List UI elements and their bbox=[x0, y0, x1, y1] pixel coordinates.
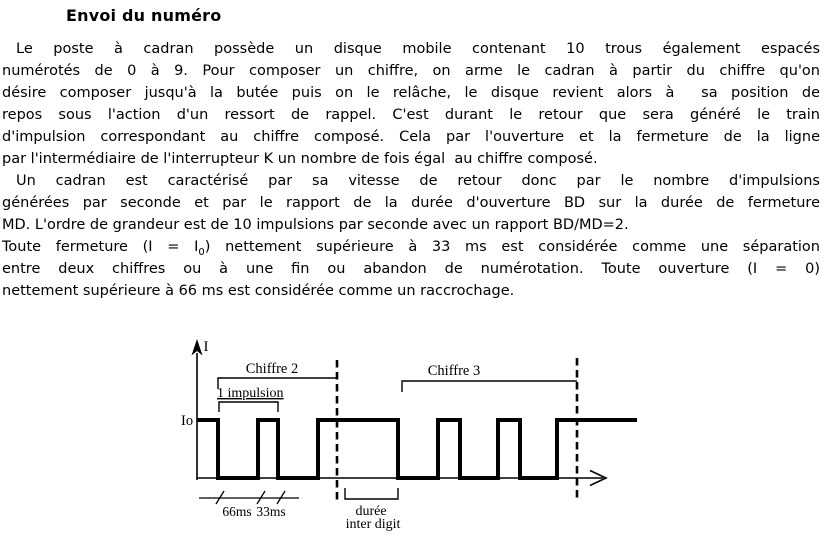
closed-duration-label: 33ms bbox=[256, 504, 286, 519]
digit3-label: Chiffre 3 bbox=[427, 363, 481, 379]
text-segment: ) nettement supérieure à 33 ms est considérée comme une séparation bbox=[204, 239, 820, 255]
pulse-timing-diagram bbox=[150, 330, 670, 537]
text-line: entre deux chiffres ou à une fin ou abandon de numérotation. Toute ouverture (I = 0) bbox=[2, 261, 820, 277]
pulse-bracket bbox=[219, 402, 278, 412]
open-duration-label: 66ms bbox=[222, 504, 252, 519]
text-line: Un cadran est caractérisé par sa vitesse de retour donc par le nombre d'impulsions bbox=[16, 173, 820, 189]
digit3-bracket bbox=[402, 381, 577, 392]
text-line: par l'intermédiaire de l'interrupteur K un nombre de fois égal au chiffre composé. bbox=[2, 151, 598, 167]
text-line: numérotés de 0 à 9. Pour composer un chiffre, on arme le cadran à partir du chiffre qu'on bbox=[2, 63, 820, 79]
text-line: repos sous l'action d'un ressort de rappel. C'est durant le retour que sera généré le train bbox=[2, 107, 820, 123]
digit2-label: Chiffre 2 bbox=[245, 361, 299, 377]
text-line: générées par seconde et par le rapport de la durée d'ouverture BD sur la durée de fermeture bbox=[2, 195, 820, 211]
current-level-label: Io bbox=[181, 413, 194, 429]
body-text bbox=[2, 38, 820, 302]
text-line: Le poste à cadran possède un disque mobile contenant 10 trous également espacés bbox=[16, 41, 820, 57]
interdigit-label-line1: durée bbox=[355, 504, 387, 519]
y-axis-label: I bbox=[203, 339, 209, 355]
text-line: nettement supérieure à 66 ms est considérée comme un raccrochage. bbox=[2, 283, 515, 299]
pulse-bracket-label: 1 impulsion bbox=[217, 386, 284, 401]
interdigit-label-line2: inter digit bbox=[345, 517, 401, 532]
page-title: Envoi du numéro bbox=[66, 6, 222, 25]
waveform bbox=[197, 420, 637, 478]
text-line: MD. L'ordre de grandeur est de 10 impulsions par seconde avec un rapport BD/MD=2. bbox=[2, 217, 629, 233]
text-line: désire composer jusqu'à la butée puis on le relâche, le disque revient alors à sa position de bbox=[2, 85, 820, 101]
text-line bbox=[2, 236, 820, 258]
text-line: d'impulsion correspondant au chiffre composé. Cela par l'ouverture et la fermeture de la ligne bbox=[2, 129, 820, 145]
text-segment: Toute fermeture (I = I bbox=[2, 239, 199, 255]
subscript-text: 0 bbox=[198, 246, 205, 258]
interdigit-bracket bbox=[345, 488, 398, 499]
